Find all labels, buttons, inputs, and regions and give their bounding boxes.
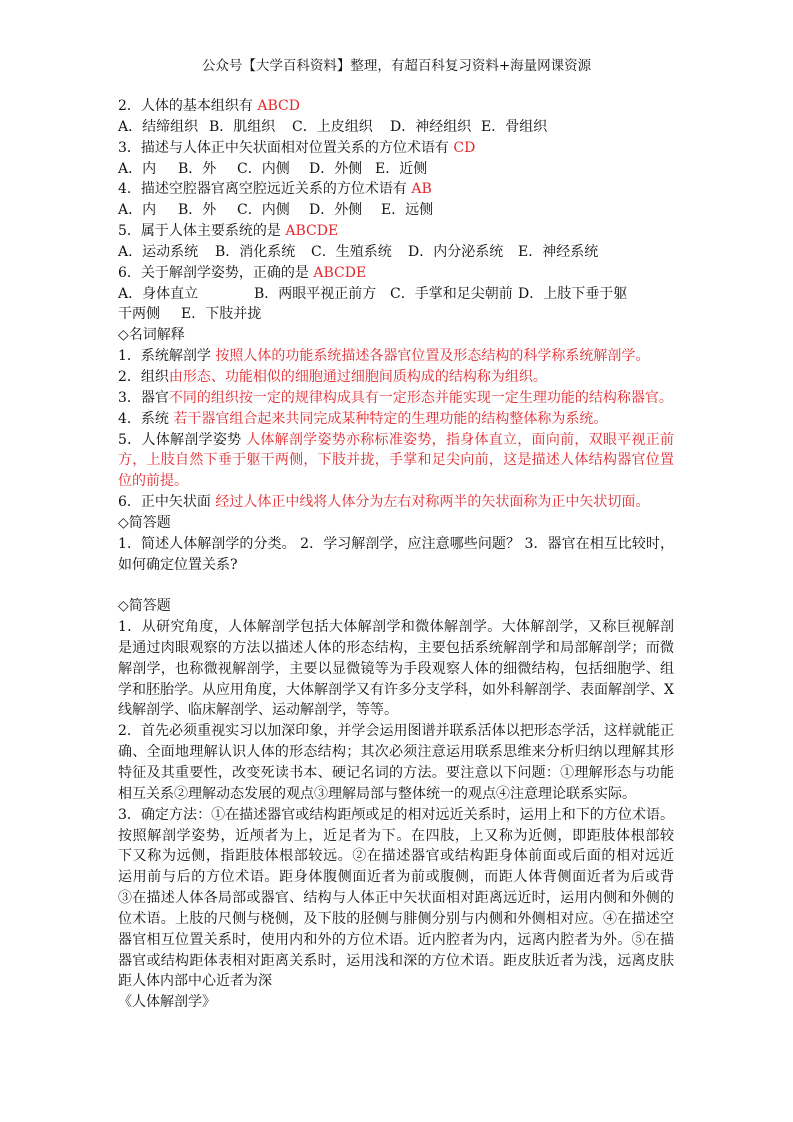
options-line: [118, 117, 674, 138]
answer-text: ABCDE: [285, 223, 339, 240]
answer-text: 由形态、功能相似的细胞通过细胞间质构成的结构称为组织。: [168, 368, 547, 385]
body-text: 6．关于解剖学姿势，正确的是: [118, 264, 314, 281]
text-line: [118, 138, 674, 159]
text-line: [118, 909, 674, 930]
answer-text: ABCD: [257, 98, 300, 114]
option-text: C．手掌和足尖朝前: [390, 285, 513, 302]
body-text: 3．器官: [118, 389, 169, 406]
body-text: 位术语。上肢的尺侧与桡侧，及下肢的胫侧与腓侧分别与内侧和外侧相对应。④在描述空: [118, 910, 674, 927]
answer-text: 若干器官组合起来共同完成某种特定的生理功能的结构整体称为系统。: [173, 410, 608, 427]
body-text: 解剖学，也称微视解剖学，主要以显微镜等为手段观察人体的细微结构，包括细胞学、组: [118, 660, 674, 677]
option-text: D．上肢下垂于躯: [518, 285, 628, 302]
option-text: B．外: [178, 202, 217, 219]
text-line: [118, 346, 674, 367]
text-line: [118, 721, 674, 742]
body-text: 距人体内部中心近者为深: [118, 973, 272, 990]
text-line: [118, 409, 674, 430]
options-line: [118, 242, 674, 263]
text-line: [118, 450, 674, 471]
body-text: 学和胚胎学。从应用角度，大体解剖学又有许多分支学科，如外科解剖学、表面解剖学、X: [118, 681, 674, 698]
option-text: D．外侧: [309, 202, 363, 219]
text-line: [118, 805, 674, 826]
option-text: C．内侧: [237, 202, 290, 219]
text-line: [118, 221, 674, 242]
option-text: D．神经组织: [390, 118, 472, 135]
text-line: [118, 596, 674, 617]
options-line: [118, 200, 674, 221]
page-header-note: 公众号【大学百科资料】整理，有超百科复习资料+海量网课资源: [201, 58, 592, 74]
body-text: 3．确定方法：①在描述器官或结构距颅或足的相对远近关系时，运用上和下的方位术语。: [118, 806, 674, 823]
body-text: 1．简述人体解剖学的分类。 2．学习解剖学，应注意哪些问题？ 3．器官在相互比较时，: [118, 535, 674, 552]
body-text: 下又称为远侧，指距肢体根部较远。②在描述器官或结构距身体前面或后面的相对远近: [118, 848, 674, 865]
option-text: E．下肢并拢: [181, 306, 262, 323]
text-line: [118, 555, 674, 576]
options-line: [118, 284, 674, 305]
body-text: 是通过肉眼观察的方法以描述人体的形态结构，主要包括系统解剖学和局部解剖学；而微: [118, 639, 674, 656]
body-text: 按照解剖学姿势，近颅者为上，近足者为下。在四肢，上又称为近侧，即距肢体根部较: [118, 827, 674, 844]
option-text: C．内侧: [237, 160, 290, 177]
option-text: D．外侧: [309, 160, 363, 177]
option-text: D．内分泌系统: [408, 243, 504, 260]
option-text: A．内: [118, 160, 157, 177]
text-line: [118, 700, 674, 721]
text-line: [118, 367, 674, 388]
options-line: [118, 304, 674, 325]
text-line: [118, 263, 674, 284]
body-text: 2．人体的基本组织有: [118, 98, 258, 114]
body-text: 2．首先必须重视实习以加深印象，并学会运用图谱并联系活体以把形态学活，这样就能正: [118, 723, 674, 740]
text-line: [118, 680, 674, 701]
answer-text: ABCDE: [313, 264, 367, 281]
text-line: [118, 930, 674, 951]
option-text: 干两侧: [118, 306, 160, 323]
body-text: 运用前与后的方位术语。距身体腹侧面近者为前或腹侧，而距人体背侧面近者为后或背: [118, 869, 674, 886]
text-line: [118, 388, 674, 409]
text-line: [118, 96, 674, 117]
text-line: [118, 867, 674, 888]
text-line: [118, 826, 674, 847]
option-text: C．上皮组织: [292, 118, 373, 135]
document-body: [118, 96, 674, 1013]
option-text: C．生殖系统: [311, 243, 392, 260]
option-text: A．内: [118, 202, 157, 219]
option-text: A．结缔组织: [118, 118, 199, 135]
text-line: [118, 971, 674, 992]
body-text: 器官或结构距体表相对距离关系时，运用浅和深的方位术语。距皮肤近者为浅，远离皮肤: [118, 952, 674, 969]
option-text: A．运动系统: [118, 243, 199, 260]
body-text: 《人体解剖学》: [118, 994, 216, 1011]
body-text: 2．组织: [118, 368, 169, 385]
body-text: 6．正中矢状面: [118, 494, 216, 511]
answer-text: CD: [453, 139, 476, 156]
text-line: [118, 992, 674, 1013]
body-text: 5．人体解剖学姿势: [118, 431, 247, 448]
body-text: 1．系统解剖学: [118, 348, 216, 365]
text-line: [118, 742, 674, 763]
body-text: 4．描述空腔器官离空腔远近关系的方位术语有: [118, 181, 412, 198]
text-line: [118, 638, 674, 659]
text-line: [118, 179, 674, 200]
answer-text: 方，上肢自然下垂于躯干两侧，下肢并拢，手掌和足尖向前，这是描述人体结构器官位置: [118, 452, 674, 469]
option-text: E．骨组织: [481, 118, 548, 135]
body-text: 1．从研究角度，人体解剖学包括大体解剖学和微体解剖学。大体解剖学，又称巨视解剖: [118, 619, 674, 636]
option-text: E．近侧: [375, 160, 428, 177]
text-line: [118, 888, 674, 909]
body-text: ◇名词解释: [118, 327, 185, 344]
body-text: 相互关系②理解动态发展的观点③理解局部与整体统一的观点④注意理论联系实际。: [118, 785, 636, 802]
body-text: 线解剖学、临床解剖学、运动解剖学，等等。: [118, 702, 398, 719]
body-text: 特征及其重要性，改变死读书本、硬记名词的方法。要注意以下问题：①理解形态与功能: [118, 765, 674, 781]
answer-text: AB: [411, 181, 432, 198]
text-line: [118, 534, 674, 555]
answer-text: 按照人体的功能系统描述各器官位置及形态结构的科学称系统解剖学。: [215, 348, 650, 365]
answer-text: 经过人体正中线将人体分为左右对称两半的矢状面称为正中矢状切面。: [215, 494, 650, 511]
text-line: [118, 325, 674, 346]
body-text: 器官相互位置关系时，使用内和外的方位术语。近内腔者为内，远离内腔者为外。⑤在描: [118, 931, 674, 948]
text-line: [118, 471, 674, 492]
body-text: 3．描述与人体正中矢状面相对位置关系的方位术语有: [118, 139, 454, 156]
text-line: [118, 846, 674, 867]
text-line: [118, 430, 674, 451]
option-text: E．远侧: [381, 202, 434, 219]
options-line: [118, 159, 674, 180]
body-text: ③在描述人体各局部或器官、结构与人体正中矢状面相对距离远近时，运用内侧和外侧的: [118, 890, 674, 907]
answer-text: 人体解剖学姿势亦称标准姿势，指身体直立，面向前，双眼平视正前: [246, 431, 674, 448]
option-text: B．外: [178, 160, 217, 177]
body-text: 确、全面地理解认识人体的形态结构；其次必须注意运用联系思维来分析归纳以理解其形: [118, 744, 674, 761]
body-text: 4．系统: [118, 410, 174, 427]
text-line: [118, 575, 674, 596]
option-text: B．肌组织: [209, 118, 276, 135]
body-text: 如何确定位置关系?: [118, 556, 238, 573]
option-text: A．身体直立: [118, 285, 199, 302]
option-text: B．消化系统: [215, 243, 296, 260]
text-line: [118, 617, 674, 638]
text-line: [118, 951, 674, 972]
text-line: [118, 659, 674, 680]
text-line: [118, 784, 674, 805]
body-text: ◇简答题: [118, 598, 171, 615]
body-text: ◇简答题: [118, 514, 171, 531]
text-line: [118, 763, 674, 784]
text-line: [118, 513, 674, 534]
body-text: 5．属于人体主要系统的是: [118, 223, 286, 240]
answer-text: 不同的组织按一定的规律构成具有一定形态并能实现一定生理功能的结构称器官。: [168, 389, 673, 406]
text-line: [118, 492, 674, 513]
answer-text: 位的前提。: [118, 473, 188, 490]
option-text: B．两眼平视正前方: [254, 285, 377, 302]
option-text: E．神经系统: [518, 243, 599, 260]
